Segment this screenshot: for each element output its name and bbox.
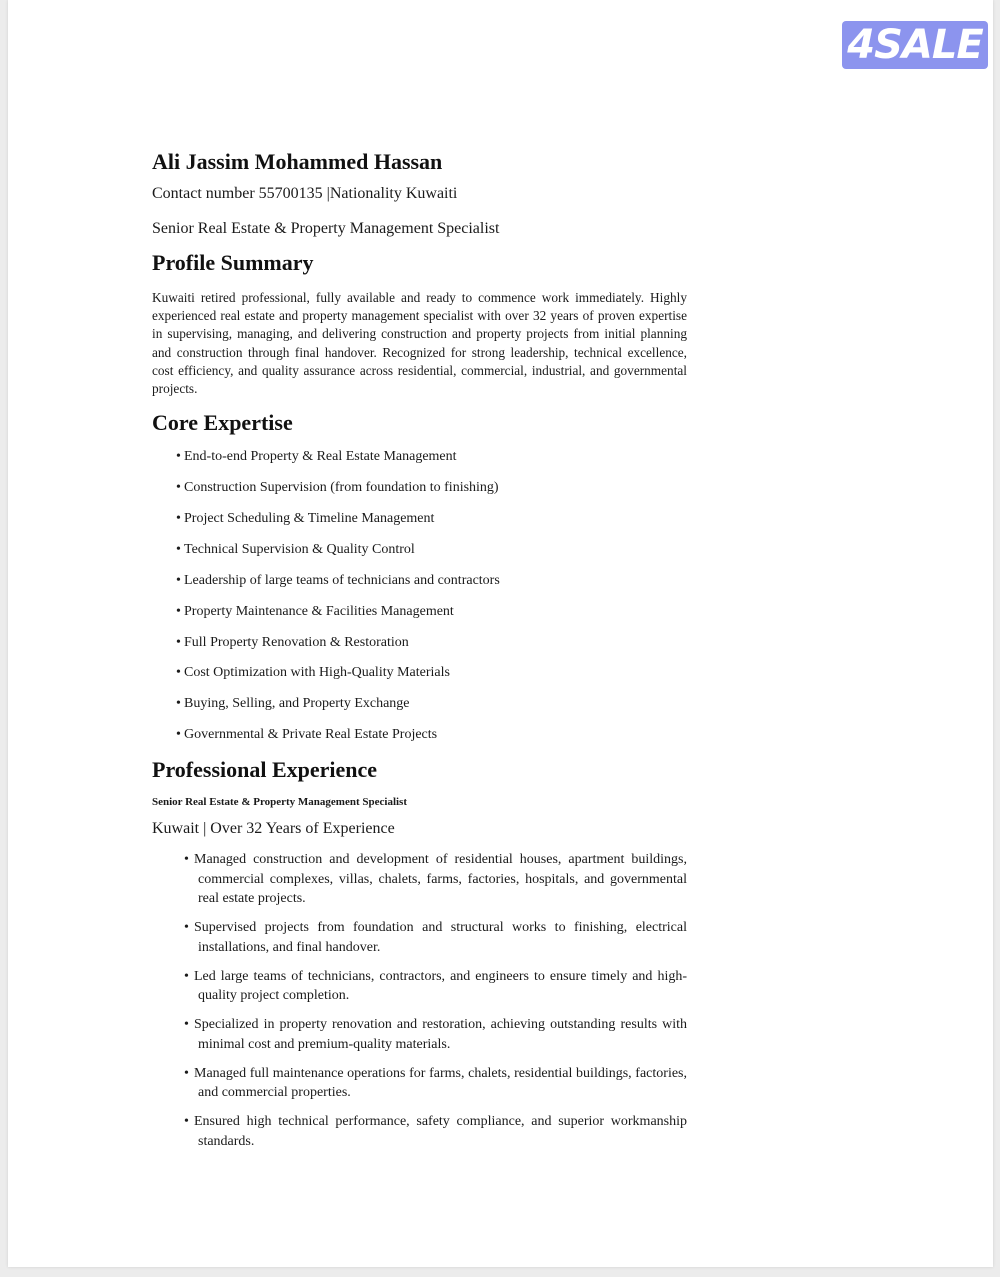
core-expertise-heading: Core Expertise xyxy=(152,410,293,436)
core-expertise-item: • Property Maintenance & Facilities Management xyxy=(176,602,687,622)
experience-item-text: Ensured high technical performance, safety compliance, and superior workmanship standards. xyxy=(194,1114,687,1149)
candidate-name: Ali Jassim Mohammed Hassan xyxy=(152,149,443,174)
experience-list xyxy=(152,850,687,1151)
experience-item xyxy=(176,850,687,909)
bullet-icon: • xyxy=(184,920,189,936)
contact-line: Contact number 55700135 |Nationality Kuwaiti xyxy=(152,185,458,202)
experience-item xyxy=(176,1015,687,1054)
experience-location: Kuwait | Over 32 Years of Experience xyxy=(152,820,395,838)
experience-item-text: Specialized in property renovation and restoration, achieving outstanding results with minimal cost and premium-quality materials. xyxy=(194,1017,687,1052)
experience-item xyxy=(176,1112,687,1151)
professional-experience-heading: Professional Experience xyxy=(152,757,378,783)
experience-item xyxy=(176,967,687,1006)
job-title: Senior Real Estate & Property Management Specialist xyxy=(152,220,500,237)
experience-role: Senior Real Estate & Property Management Specialist xyxy=(152,796,407,809)
core-expertise-item: • Cost Optimization with High-Quality Materials xyxy=(176,663,687,683)
core-expertise-item: • Governmental & Private Real Estate Projects xyxy=(176,725,687,745)
core-expertise-item: • Technical Supervision & Quality Control xyxy=(176,540,687,560)
bullet-icon: • xyxy=(184,1065,189,1081)
core-expertise-item: • Project Scheduling & Timeline Management xyxy=(176,509,687,529)
core-expertise-item: • Buying, Selling, and Property Exchange xyxy=(176,694,687,714)
experience-item xyxy=(176,918,687,957)
experience-item-text: Led large teams of technicians, contractors, and engineers to ensure timely and high-quality project completion. xyxy=(194,968,687,1004)
bullet-icon: • xyxy=(184,852,189,868)
watermark-logo xyxy=(842,21,988,69)
resume-content xyxy=(152,148,687,1161)
core-expertise-item: • Construction Supervision (from foundation to finishing) xyxy=(176,478,687,498)
core-expertise-item: • Leadership of large teams of technicians and contractors xyxy=(176,571,687,591)
experience-item xyxy=(176,1064,687,1103)
profile-summary-text: Kuwaiti retired professional, fully available and ready to commence work immediately. Highly experienced real estate and property management specialist with over 32 years of proven expertise in supervising, managing, and delivering construction and property projects from initial planning and construction through final handover. Recognized for strong leadership, technical excellence, cost efficiency, and quality assurance across residential, commercial, industrial, and governmental projects. xyxy=(152,290,687,397)
bullet-icon: • xyxy=(184,1017,189,1033)
experience-item-text: Supervised projects from foundation and structural works to finishing, electrical installations, and final handover. xyxy=(194,920,687,955)
bullet-icon: • xyxy=(184,1114,189,1130)
profile-summary-heading: Profile Summary xyxy=(152,250,314,275)
watermark-text: 4SALE xyxy=(847,22,983,68)
core-expertise-item: • End-to-end Property & Real Estate Management xyxy=(176,447,687,467)
document-page xyxy=(8,0,993,1267)
bullet-icon: • xyxy=(184,968,189,984)
core-expertise-list xyxy=(152,447,687,745)
experience-item-text: Managed construction and development of residential houses, apartment buildings, commercial complexes, villas, chalets, farms, factories, hospitals, and governmental real estate projects. xyxy=(194,852,687,907)
experience-item-text: Managed full maintenance operations for farms, chalets, residential buildings, factories, and commercial properties. xyxy=(194,1065,687,1101)
core-expertise-item: • Full Property Renovation & Restoration xyxy=(176,633,687,653)
